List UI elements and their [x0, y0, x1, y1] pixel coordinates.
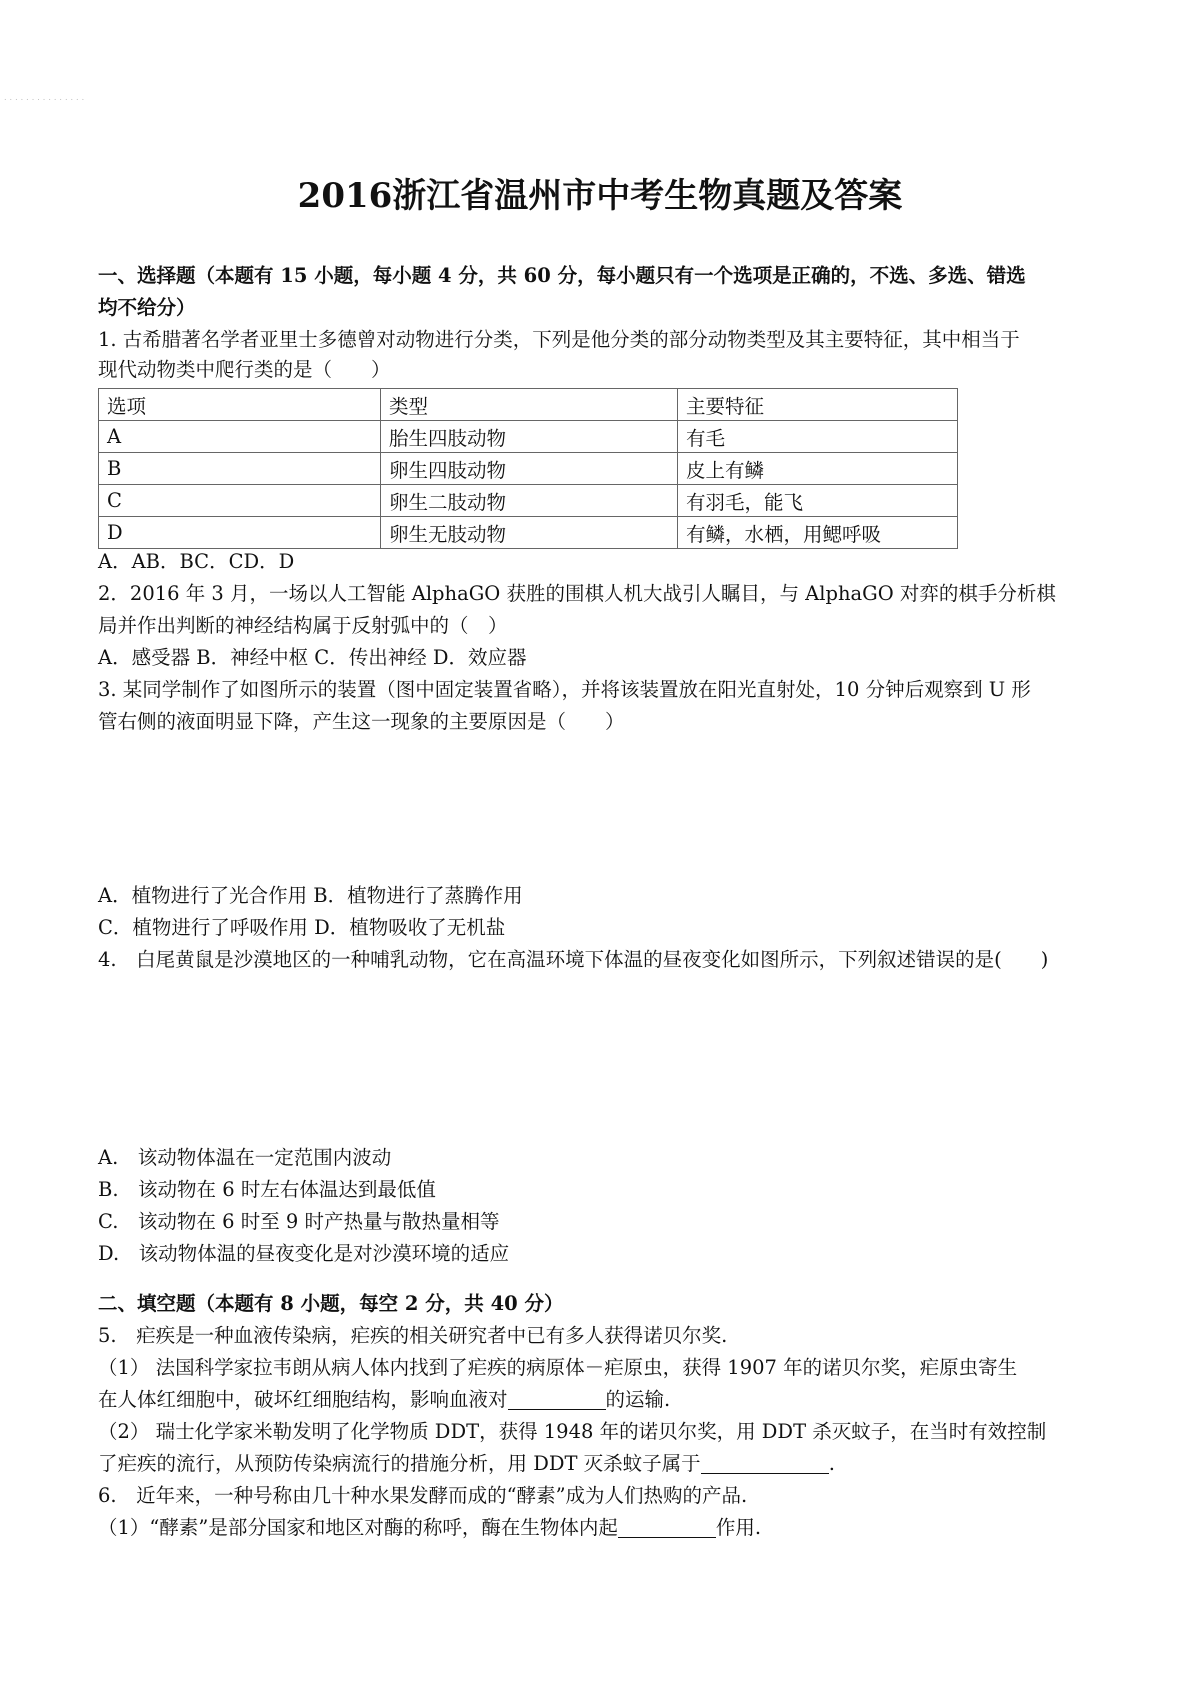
table-header-cell: 类型: [381, 389, 678, 421]
table-cell: 卵生无肢动物: [381, 517, 678, 549]
q4-option-c: C. 该动物在 6 时至 9 时产热量与散热量相等: [98, 1210, 500, 1233]
q5-part2-line1: （2） 瑞士化学家米勒发明了化学物质 DDT，获得 1948 年的诺贝尔奖，用 DDT 杀灭蚊子，在当时有效控制: [98, 1420, 1047, 1443]
table-cell: 有毛: [678, 421, 958, 453]
table-row: [99, 517, 958, 549]
scan-dots: ...............: [4, 93, 88, 102]
q3-options-line2: C．植物进行了呼吸作用 D．植物吸收了无机盐: [98, 916, 506, 939]
table-cell: 胎生四肢动物: [381, 421, 678, 453]
q1-stem-line2: 现代动物类中爬行类的是（ ）: [98, 358, 391, 381]
q1-options: A．AB．BC．CD．D: [98, 550, 295, 573]
table-cell: 有鳞，水栖，用鳃呼吸: [678, 517, 958, 549]
q2-options: A．感受器 B．神经中枢 C．传出神经 D．效应器: [98, 646, 527, 669]
q6-part1-text-end: 作用.: [715, 1516, 762, 1539]
q1-table: [98, 388, 958, 549]
table-cell: D: [99, 517, 381, 549]
table-cell: 卵生二肢动物: [381, 485, 678, 517]
table-cell: 有羽毛，能飞: [678, 485, 958, 517]
section2-heading: 二、填空题（本题有 8 小题，每空 2 分，共 40 分）: [98, 1292, 564, 1315]
answer-blank[interactable]: [508, 1387, 606, 1410]
table-cell: 皮上有鳞: [678, 453, 958, 485]
q5-part2-text: 了疟疾的流行，从预防传染病流行的措施分析，用 DDT 灭杀蚊子属于: [98, 1452, 701, 1475]
q5-part2-line2: [98, 1448, 835, 1480]
table-row: [99, 421, 958, 453]
q5-part1-line2: [98, 1384, 670, 1416]
q3-stem-line1: 3. 某同学制作了如图所示的装置（图中固定装置省略），并将该装置放在阳光直射处，10 分钟后观察到 U 形: [98, 678, 1031, 701]
q1-stem-line1: 1. 古希腊著名学者亚里士多德曾对动物进行分类，下列是他分类的部分动物类型及其主要特征，其中相当于: [98, 328, 1020, 351]
q6-part1: [98, 1512, 761, 1544]
q3-options-line1: A．植物进行了光合作用 B．植物进行了蒸腾作用: [98, 884, 523, 907]
q5-part1-line1: （1） 法国科学家拉韦朗从病人体内找到了疟疾的病原体－疟原虫，获得 1907 年的诺贝尔奖，疟原虫寄生: [98, 1356, 1018, 1379]
q2-stem-line1: 2．2016 年 3 月，一场以人工智能 AlphaGO 获胜的围棋人机大战引人瞩目，与 AlphaGO 对弈的棋手分析棋: [98, 582, 1056, 605]
section1-heading-line1: 一、选择题（本题有 15 小题，每小题 4 分，共 60 分，每小题只有一个选项是正确的，不选、多选、错选: [98, 264, 1026, 287]
table-cell: A: [99, 421, 381, 453]
q6-stem: 6. 近年来，一种号称由几十种水果发酵而成的“酵素”成为人们热购的产品.: [98, 1484, 748, 1507]
q4-figure-placeholder: [98, 980, 998, 1140]
section1-heading-line2: 均不给分）: [98, 296, 196, 319]
answer-blank[interactable]: [618, 1515, 716, 1538]
q4-option-a: A. 该动物体温在一定范围内波动: [98, 1146, 392, 1169]
page-title: 2016浙江省温州市中考生物真题及答案: [297, 176, 903, 216]
table-row: [99, 485, 958, 517]
table-cell: C: [99, 485, 381, 517]
table-header-cell: 选项: [99, 389, 381, 421]
q4-option-b: B. 该动物在 6 时左右体温达到最低值: [98, 1178, 436, 1201]
q5-part1-text: 在人体红细胞中，破坏红细胞结构，影响血液对: [98, 1388, 508, 1411]
table-row: [99, 453, 958, 485]
table-cell: B: [99, 453, 381, 485]
answer-blank[interactable]: [701, 1451, 829, 1474]
q3-stem-line2: 管右侧的液面明显下降，产生这一现象的主要原因是（ ）: [98, 710, 625, 733]
q6-part1-text: （1）“酵素”是部分国家和地区对酶的称呼，酶在生物体内起: [98, 1516, 618, 1539]
table-cell: 卵生四肢动物: [381, 453, 678, 485]
q4-stem: 4. 白尾黄鼠是沙漠地区的一种哺乳动物，它在高温环境下体温的昼夜变化如图所示，下列叙述错误的是( ): [98, 948, 1049, 971]
q4-option-d: D. 该动物体温的昼夜变化是对沙漠环境的适应: [98, 1242, 510, 1265]
table-header-cell: 主要特征: [678, 389, 958, 421]
q5-stem: 5. 疟疾是一种血液传染病，疟疾的相关研究者中已有多人获得诺贝尔奖.: [98, 1324, 728, 1347]
table-header-row: [99, 389, 958, 421]
q5-part2-text-end: .: [828, 1452, 835, 1475]
q3-figure-placeholder: [98, 740, 998, 880]
q5-part1-text-end: 的运输.: [605, 1388, 671, 1411]
q2-stem-line2: 局并作出判断的神经结构属于反射弧中的（ ）: [98, 614, 508, 637]
